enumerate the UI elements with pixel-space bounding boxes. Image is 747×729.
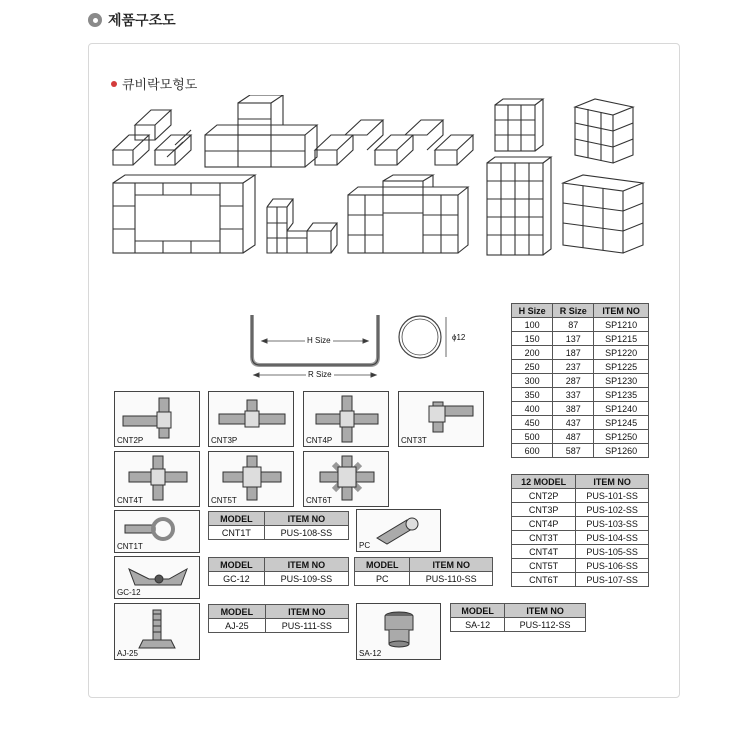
part-label: CNT5T [211, 496, 237, 505]
table-header: MODEL [355, 558, 410, 572]
aj25-table [208, 604, 349, 633]
table-cell: 250 [512, 360, 553, 374]
table-cell: PUS-112-SS [505, 618, 586, 632]
table-cell: CNT1T [209, 526, 265, 540]
red-bullet-icon [111, 81, 117, 87]
frame-cube-b [575, 99, 633, 163]
table-header: ITEM NO [264, 512, 348, 526]
table-header: ITEM NO [410, 558, 493, 572]
table-row [512, 545, 649, 559]
table-cell: SP1230 [594, 374, 649, 388]
table-cell: CNT2P [512, 489, 576, 503]
table-row [451, 618, 586, 632]
table-header: MODEL [451, 604, 505, 618]
part-label: CNT4P [306, 436, 333, 445]
frame-zigzag-2 [315, 120, 473, 165]
table-row [512, 318, 649, 332]
part-cnt4t [114, 451, 200, 507]
part-label: CNT3P [211, 436, 238, 445]
table-cell: PUS-106-SS [576, 559, 649, 573]
table-cell: SP1250 [594, 430, 649, 444]
table-cell: 300 [512, 374, 553, 388]
table-row [355, 572, 493, 586]
sa12-table [450, 603, 586, 632]
model-table-header: ITEM NO [576, 475, 649, 489]
table-cell: 487 [553, 430, 594, 444]
table-row [512, 531, 649, 545]
table-cell: 237 [553, 360, 594, 374]
table-cell: SP1235 [594, 388, 649, 402]
table-cell: 150 [512, 332, 553, 346]
table-cell: PUS-107-SS [576, 573, 649, 587]
table-cell: PUS-110-SS [410, 572, 493, 586]
table-cell: GC-12 [209, 572, 265, 586]
table-cell: 500 [512, 430, 553, 444]
table-row [512, 416, 649, 430]
bullet-circle-icon [88, 13, 102, 27]
cube-rack-illustrations [105, 95, 650, 270]
sub-section-title: 큐비락모형도 [122, 78, 198, 93]
table-cell: PUS-105-SS [576, 545, 649, 559]
part-label: CNT1T [117, 542, 143, 551]
table-cell: CNT3P [512, 503, 576, 517]
part-label: CNT4T [117, 496, 143, 505]
size-table-header: R Size [553, 304, 594, 318]
table-cell: 337 [553, 388, 594, 402]
size-table-header: H Size [512, 304, 553, 318]
table-header: ITEM NO [264, 558, 348, 572]
sub-section-header [111, 74, 197, 93]
part-cnt2p [114, 391, 200, 447]
table-cell: 600 [512, 444, 553, 458]
table-cell: SP1210 [594, 318, 649, 332]
part-cnt5t [208, 451, 294, 507]
part-label: CNT6T [306, 496, 332, 505]
cnt1t-table [208, 511, 349, 540]
table-row [512, 444, 649, 458]
table-row [512, 503, 649, 517]
frame-stair [267, 199, 337, 253]
frame-arch [348, 175, 468, 253]
part-label: PC [359, 541, 371, 550]
table-cell: SP1225 [594, 360, 649, 374]
table-cell: SP1260 [594, 444, 649, 458]
table-cell: SA-12 [451, 618, 505, 632]
table-cell: AJ-25 [209, 619, 266, 633]
gc12-table [208, 557, 349, 586]
pc-table [354, 557, 493, 586]
part-gc12 [114, 556, 200, 599]
table-header: MODEL [209, 605, 266, 619]
table-cell: 350 [512, 388, 553, 402]
part-label: GC-12 [117, 588, 141, 597]
table-cell: 387 [553, 402, 594, 416]
table-row [512, 489, 649, 503]
table-cell: 287 [553, 374, 594, 388]
table-cell: PUS-104-SS [576, 531, 649, 545]
table-cell: PUS-111-SS [265, 619, 348, 633]
table-row [512, 388, 649, 402]
model-table-header: 12 MODEL [512, 475, 576, 489]
table-cell: SP1215 [594, 332, 649, 346]
table-row [209, 526, 349, 540]
table-cell: CNT4T [512, 545, 576, 559]
frame-cube-c [487, 157, 551, 255]
table-cell: SP1240 [594, 402, 649, 416]
frame-cube-a [495, 99, 543, 151]
table-cell: CNT4P [512, 517, 576, 531]
table-header: ITEM NO [265, 605, 348, 619]
pipe-dimension-diagram [240, 305, 470, 385]
table-cell: 137 [553, 332, 594, 346]
part-aj25 [114, 603, 200, 660]
table-row [209, 619, 349, 633]
table-cell: 187 [553, 346, 594, 360]
table-header: MODEL [209, 558, 265, 572]
table-cell: SP1220 [594, 346, 649, 360]
table-row [512, 346, 649, 360]
table-cell: PUS-108-SS [264, 526, 348, 540]
table-cell: 400 [512, 402, 553, 416]
h-size-label: H Size [307, 336, 331, 345]
size-table [511, 303, 649, 458]
frame-large-box [113, 175, 255, 253]
table-row [512, 360, 649, 374]
part-label: CNT2P [117, 436, 144, 445]
diameter-label: ϕ12 [452, 333, 466, 342]
r-size-label: R Size [308, 370, 332, 379]
part-label: AJ-25 [117, 649, 138, 658]
section-title: 제품구조도 [108, 13, 176, 29]
part-cnt6t [303, 451, 389, 507]
part-cnt3t [398, 391, 484, 447]
section-header [88, 10, 176, 30]
table-cell: CNT3T [512, 531, 576, 545]
table-cell: PUS-109-SS [264, 572, 348, 586]
part-pc [356, 509, 441, 552]
part-cnt4p [303, 391, 389, 447]
size-table-header: ITEM NO [594, 304, 649, 318]
frame-tower [205, 95, 317, 167]
table-row [512, 559, 649, 573]
table-cell: PUS-102-SS [576, 503, 649, 517]
table-row [512, 402, 649, 416]
table-cell: 587 [553, 444, 594, 458]
frame-cube-d [563, 175, 643, 253]
table-cell: PUS-101-SS [576, 489, 649, 503]
part-sa12 [356, 603, 441, 660]
table-cell: PUS-103-SS [576, 517, 649, 531]
table-row [512, 430, 649, 444]
table-row [209, 572, 349, 586]
table-header: MODEL [209, 512, 265, 526]
table-cell: 100 [512, 318, 553, 332]
model-table [511, 474, 649, 587]
table-cell: 437 [553, 416, 594, 430]
table-cell: CNT5T [512, 559, 576, 573]
table-cell: 200 [512, 346, 553, 360]
table-row [512, 332, 649, 346]
table-cell: PC [355, 572, 410, 586]
table-cell: 87 [553, 318, 594, 332]
table-row [512, 374, 649, 388]
table-cell: CNT6T [512, 573, 576, 587]
part-label: SA-12 [359, 649, 382, 658]
table-cell: 450 [512, 416, 553, 430]
table-cell: SP1245 [594, 416, 649, 430]
part-cnt3p [208, 391, 294, 447]
part-label: CNT3T [401, 436, 427, 445]
table-row [512, 517, 649, 531]
table-row [512, 573, 649, 587]
table-header: ITEM NO [505, 604, 586, 618]
part-cnt1t [114, 510, 200, 553]
frame-zigzag-1 [113, 110, 191, 165]
